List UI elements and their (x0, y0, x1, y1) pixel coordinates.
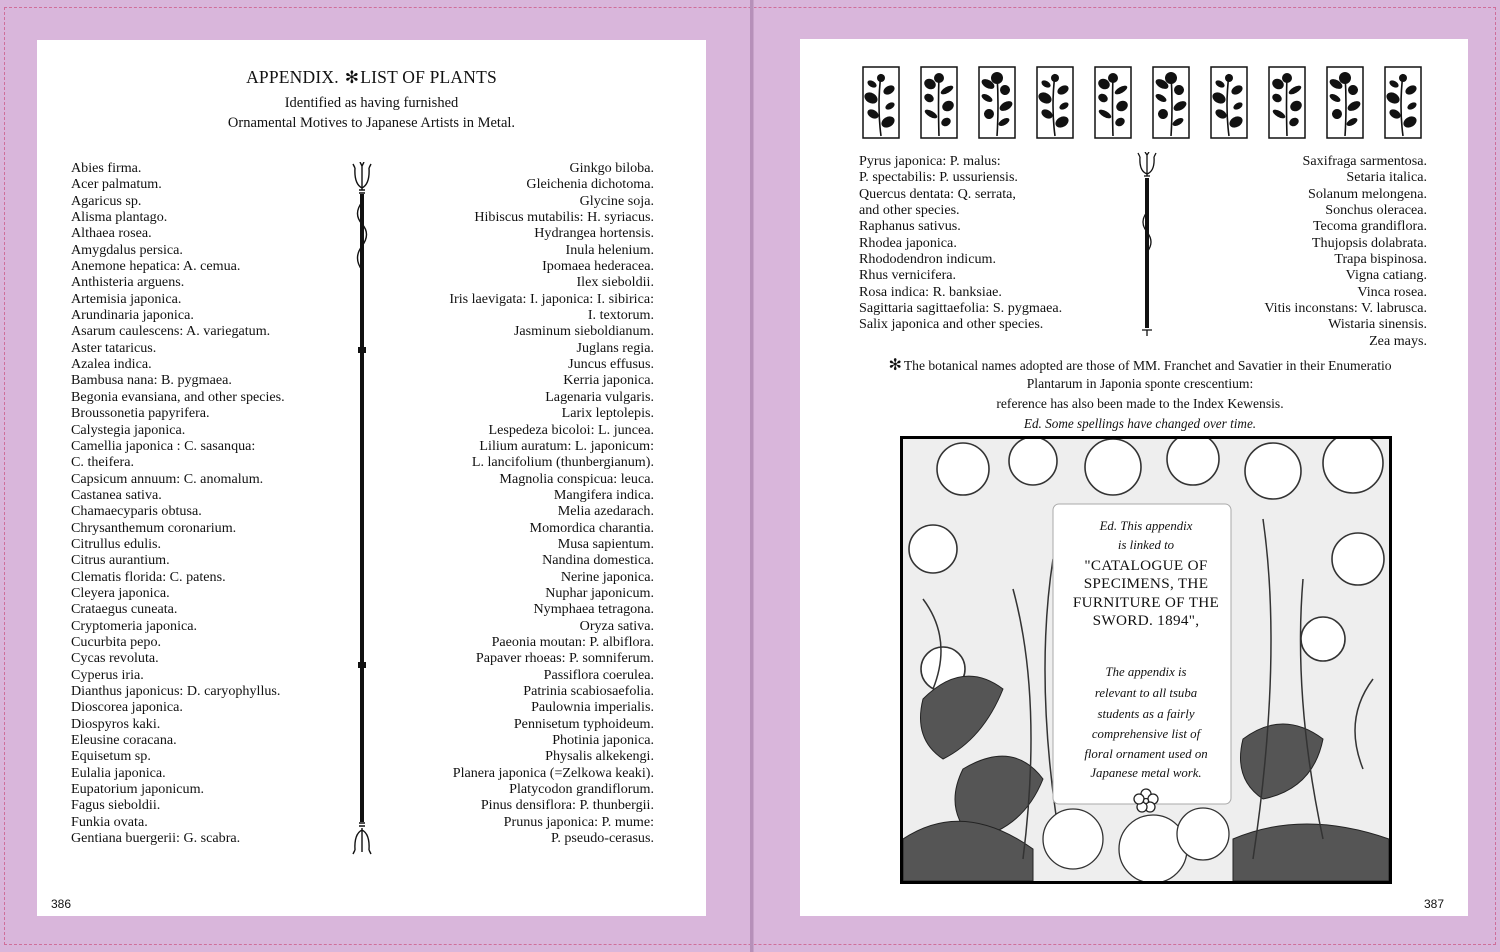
page-386 (37, 40, 706, 916)
title-list-of-plants: LIST OF PLANTS (360, 67, 497, 87)
art-body-line-2: relevant to all tsuba (1094, 686, 1198, 700)
plant-entry: Asarum caulescens: A. variegatum. (71, 323, 271, 340)
page-number: 386 (51, 897, 72, 911)
plant-entry: Papaver rhoeas: P. somniferum. (475, 650, 654, 667)
plant-entry: Acer palmatum. (71, 176, 162, 193)
title-appendix: APPENDIX. (246, 67, 339, 87)
page-number: 387 (1423, 897, 1444, 911)
art-body-line-4: comprehensive list of (1091, 727, 1201, 741)
plant-entry: Melia azedarach. (557, 503, 654, 520)
plant-entry: Photinia japonica. (552, 732, 654, 749)
plant-entry: Pinus densiflora: P. thunbergii. (480, 797, 654, 814)
plant-entry: Thujopsis dolabrata. (1311, 234, 1427, 251)
plant-entry: Musa sapientum. (557, 535, 654, 552)
plant-entry: Gentiana buergerii: G. scabra. (71, 830, 241, 847)
plant-entry: P. spectabilis: P. ussuriensis. (859, 169, 1018, 186)
plant-entry: Arundinaria japonica. (71, 307, 194, 324)
art-body-line-6: Japanese metal work. (1090, 766, 1202, 780)
plant-entry: Planera japonica (=Zelkowa keaki). (452, 764, 654, 781)
plant-entry: Patrinia scabiosaefolia. (523, 683, 654, 699)
plant-entry: Diospyros kaki. (71, 715, 161, 732)
willow-icon (1210, 66, 1248, 139)
plant-entry: Ipomaea hederacea. (542, 258, 654, 275)
plant-entry: Alisma plantago. (71, 209, 168, 226)
trident-staff-divider (347, 162, 377, 856)
plant-list-column-1 (71, 160, 285, 846)
art-italic-line-2: is linked to (1117, 538, 1175, 552)
plant-entry: Azalea indica. (71, 356, 152, 373)
plant-entry: Momordica charantia. (529, 519, 654, 536)
plant-entry: Calystegia japonica. (71, 421, 186, 438)
plant-entry: Cleyera japonica. (71, 584, 170, 601)
subtitle-line-2: Ornamental Motives to Japanese Artists in Metal. (227, 115, 516, 131)
plant-entry: Rosa indica: R. banksiae. (859, 283, 1002, 300)
plant-entry: Rhodea japonica. (859, 234, 957, 251)
plant-entry: Althaea rosea. (71, 225, 152, 242)
art-caps-line-1: "CATALOGUE OF (1084, 557, 1208, 574)
art-body-line-5: floral ornament used on (1084, 747, 1208, 761)
plant-entry: Abies firma. (71, 160, 142, 176)
plant-entry: Crataegus cuneata. (71, 601, 178, 618)
art-italic-line-1: Ed. This appendix (1099, 519, 1193, 533)
plant-entry: Chrysanthemum coronarium. (71, 519, 237, 536)
plant-entry: Camellia japonica : C. sasanqua: (71, 437, 256, 454)
plant-entry: Rhododendron indicum. (859, 251, 997, 268)
plum-blossom-icon (1268, 66, 1306, 139)
plant-entry: Magnolia conspicua: leuca. (499, 470, 654, 487)
plant-entry: Wistaria sinensis. (1328, 316, 1427, 333)
plant-entry: Fagus sieboldii. (71, 797, 161, 814)
plant-entry: Bambusa nana: B. pygmaea. (71, 372, 232, 389)
plant-entry: Salix japonica and other species. (859, 316, 1044, 333)
plant-entry: Hibiscus mutabilis: H. syriacus. (474, 209, 654, 226)
footnote-text-1: The botanical names adopted are those of MM. Franchet and Savatier in their Enumeratio (903, 358, 1392, 373)
plant-entry: Inula helenium. (565, 241, 654, 258)
plant-entry: Capsicum annuum: C. anomalum. (71, 470, 264, 487)
plant-entry: Jasminum sieboldianum. (513, 323, 654, 340)
plant-entry: Lilium auratum: L. japonicum: (479, 437, 654, 454)
appendix-title (37, 67, 706, 88)
book-spine-edge (753, 0, 754, 952)
footnote-line-3: reference has also been made to the Index Kewensis. (996, 396, 1284, 411)
plant-entry: Sagittaria sagittaefolia: S. pygmaea. (859, 300, 1063, 317)
plant-entry: Larix leptolepis. (561, 405, 654, 422)
plant-entry: Iris laevigata: I. japonica: I. sibirica: (449, 290, 654, 307)
plant-entry: L. lancifolium (thunbergianum). (471, 454, 654, 471)
art-body-line-1: The appendix is (1105, 665, 1187, 679)
floral-illustration (900, 436, 1392, 884)
plant-entry: Trapa bispinosa. (1334, 251, 1427, 268)
asterisk-icon: ✻ (344, 68, 360, 88)
plant-entry: Quercus dentata: Q. serrata, (859, 185, 1016, 202)
plant-entry: Cycas revoluta. (71, 650, 159, 667)
page-387 (800, 39, 1468, 916)
footnote-line-1 (790, 355, 1490, 374)
plant-entry: Nuphar japonicum. (545, 584, 654, 601)
plant-entry: Nandina domestica. (542, 552, 654, 569)
plant-entry: I. textorum. (587, 307, 654, 324)
plum-blossom-mon-icon (1133, 788, 1159, 814)
plant-entry: Lagenaria vulgaris. (545, 388, 654, 405)
art-caps-line-4: SWORD. 1894", (1092, 612, 1200, 629)
plant-entry: Cyperus iria. (71, 666, 144, 683)
art-caps-line-3: FURNITURE OF THE (1072, 594, 1220, 611)
plant-entry: Pyrus japonica: P. malus: (859, 153, 1001, 169)
subtitle-line-1: Identified as having furnished (284, 95, 459, 111)
plant-entry: Dianthus japonicus: D. caryophyllus. (71, 683, 281, 699)
wisteria-icon (862, 66, 900, 139)
plant-entry: Citrus aurantium. (71, 552, 170, 569)
plant-entry: Paeonia moutan: P. albiflora. (491, 633, 654, 650)
plant-entry: Solanum melongena. (1308, 185, 1427, 202)
plant-entry: P. pseudo-cerasus. (551, 830, 654, 847)
plant-entry: Funkia ovata. (71, 813, 148, 830)
plant-entry: Vigna catiang. (1345, 267, 1427, 284)
plant-entry: Ginkgo biloba. (569, 160, 654, 176)
plant-entry: Raphanus sativus. (859, 218, 961, 235)
flower-branch-icon (1152, 66, 1190, 139)
plant-entry: Nerine japonica. (560, 568, 654, 585)
plant-entry: Agaricus sp. (71, 192, 142, 209)
art-caps-line-2: SPECIMENS, THE (1083, 575, 1209, 592)
plant-entry: Nymphaea tetragona. (533, 601, 654, 618)
footnote-line-2: Plantarum in Japonia sponte crescentium: (1026, 376, 1254, 391)
plant-entry: Gleichenia dichotoma. (526, 176, 654, 193)
plant-entry: Kerria japonica. (563, 372, 654, 389)
asterisk-icon: ✻ (888, 355, 902, 374)
plant-entry: Citrullus edulis. (71, 535, 162, 552)
plant-entry: Eulalia japonica. (71, 764, 166, 781)
plant-entry: Ilex sieboldii. (576, 274, 654, 291)
plant-entry: Rhus vernicifera. (859, 267, 957, 284)
plant-entry: C. theifera. (71, 454, 135, 471)
plant-entry: Eupatorium japonicum. (71, 781, 205, 798)
plant-entry: Equisetum sp. (71, 748, 151, 765)
plant-entry: Broussonetia papyrifera. (71, 405, 210, 422)
plant-entry: Glycine soja. (579, 192, 654, 209)
plant-entry: Begonia evansiana, and other species. (71, 388, 285, 405)
plant-entry: Prunus japonica: P. mume: (503, 813, 654, 830)
plant-entry: Amygdalus persica. (71, 241, 183, 258)
pine-icon (978, 66, 1016, 139)
plant-entry: Passiflora coerulea. (543, 666, 654, 683)
plant-entry: and other species. (859, 202, 960, 219)
plant-entry: Saxifraga sarmentosa. (1302, 153, 1427, 169)
plant-entry: Paulownia imperialis. (531, 699, 654, 716)
plant-entry: Lespedeza bicoloi: L. juncea. (488, 421, 654, 438)
plant-entry: Vinca rosea. (1357, 283, 1427, 300)
plant-entry: Eleusine coracana. (71, 732, 177, 749)
plant-entry: Pennisetum typhoideum. (513, 715, 654, 732)
plant-entry: Hydrangea hortensis. (534, 225, 654, 242)
plant-icon-strip (862, 66, 1430, 142)
fern-icon (1326, 66, 1364, 139)
plant-entry: Mangifera indica. (553, 486, 654, 503)
plant-entry: Clematis florida: C. patens. (71, 568, 226, 585)
plant-list-column-4 (1264, 153, 1427, 349)
leafy-branch-icon (920, 66, 958, 139)
trident-staff-divider-short (1133, 152, 1161, 336)
plant-entry: Castanea sativa. (71, 486, 162, 503)
plant-entry: Artemisia japonica. (71, 290, 182, 307)
maple-icon (1384, 66, 1422, 139)
editor-note: Ed. Some spellings have changed over time. (1023, 416, 1257, 431)
plant-entry: Dioscorea japonica. (71, 699, 183, 716)
plant-list-column-2 (449, 160, 654, 846)
plant-entry: Sonchus oleracea. (1325, 202, 1427, 219)
plant-entry: Platycodon grandiflorum. (509, 781, 654, 798)
art-body-line-3: students as a fairly (1097, 707, 1195, 721)
plant-entry: Aster tataricus. (71, 339, 157, 356)
plant-entry: Chamaecyparis obtusa. (71, 503, 202, 520)
plant-entry: Cryptomeria japonica. (71, 617, 198, 634)
plant-entry: Cucurbita pepo. (71, 633, 162, 650)
plant-entry: Vitis inconstans: V. labrusca. (1264, 300, 1427, 317)
plant-entry: Tecoma grandiflora. (1312, 218, 1427, 235)
bamboo-icon (1094, 66, 1132, 139)
lily-icon (1036, 66, 1074, 139)
plant-entry: Juncus effusus. (568, 356, 654, 373)
plant-entry: Anthisteria arguens. (71, 274, 185, 291)
plant-entry: Setaria italica. (1346, 169, 1427, 186)
plant-entry: Oryza sativa. (579, 617, 654, 634)
floral-pattern-icon (903, 439, 1389, 881)
plant-list-column-3 (859, 153, 1062, 333)
plant-entry: Juglans regia. (576, 339, 654, 356)
plant-entry: Physalis alkekengi. (545, 748, 654, 765)
plant-entry: Anemone hepatica: A. cemua. (71, 258, 241, 275)
plant-entry: Zea mays. (1369, 332, 1427, 349)
